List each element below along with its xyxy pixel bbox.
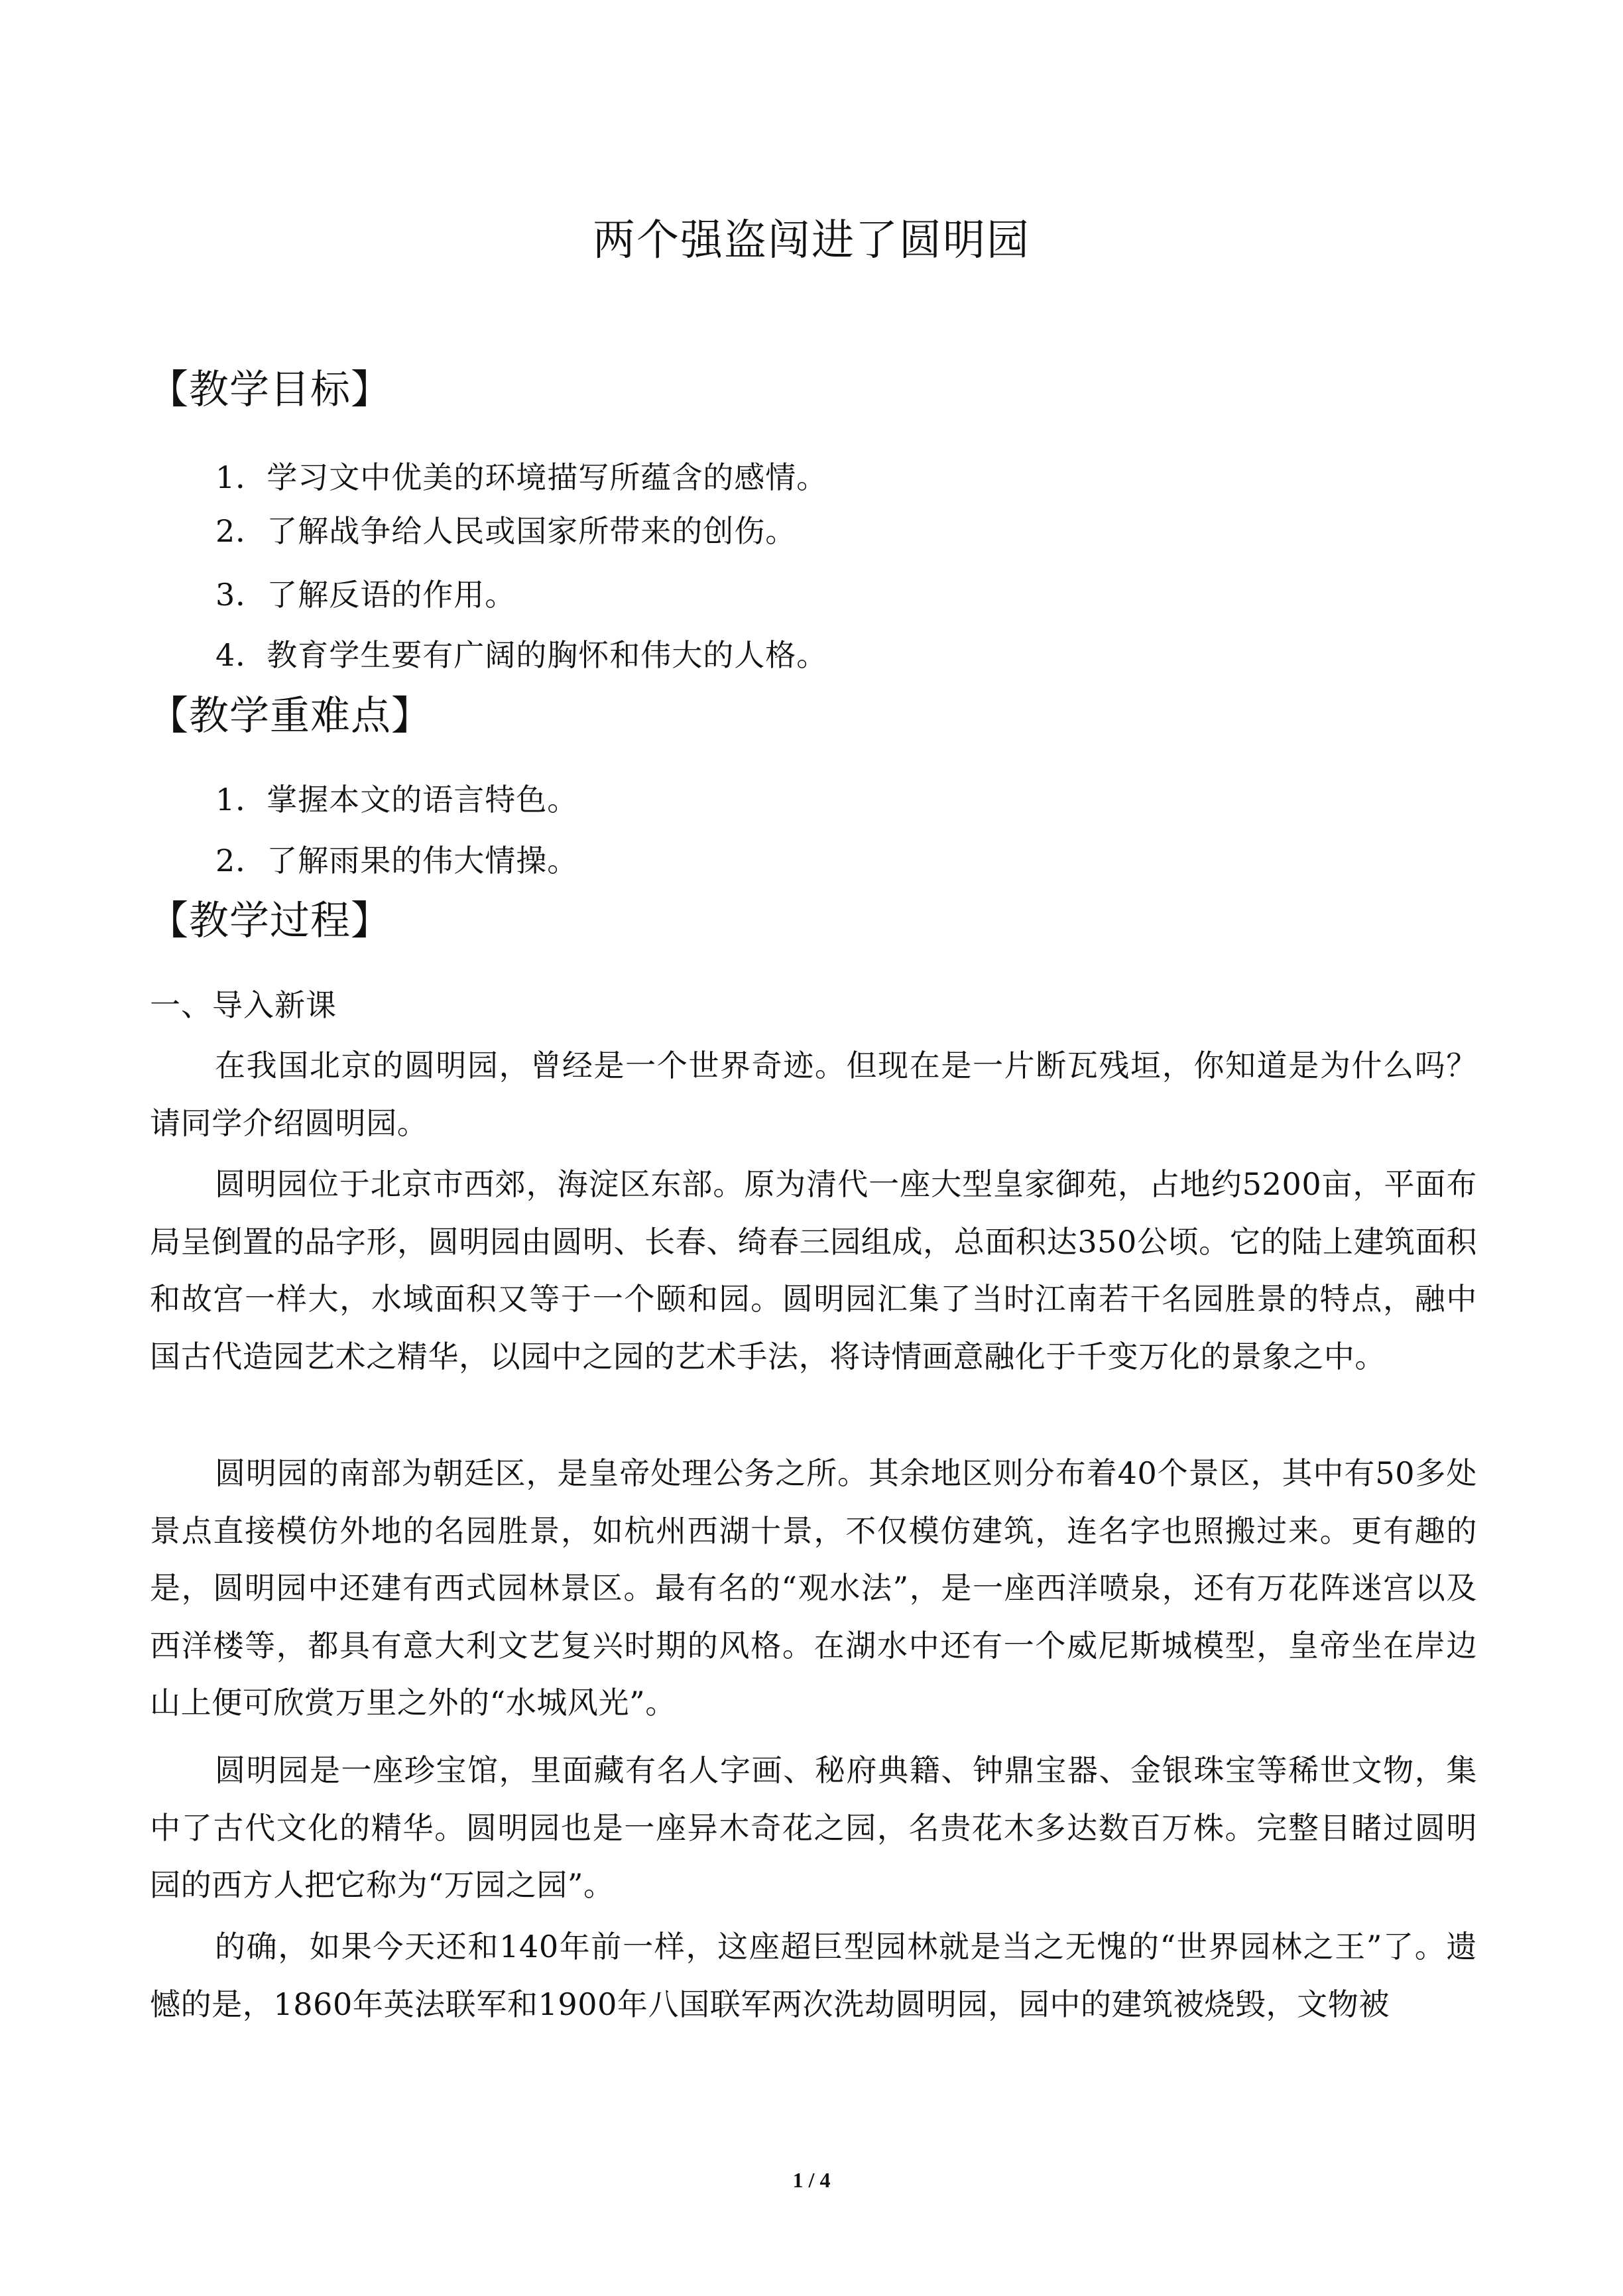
process-subheading: 一、导入新课 xyxy=(150,987,337,1023)
objective-item: 3．了解反语的作用。 xyxy=(215,577,516,613)
body-paragraph: 的确，如果今天还和140年前一样，这座超巨型园林就是当之无愧的“世界园林之王”了。遗憾的是，1860年英法联军和1900年八国联军两次洗劫圆明园，园中的建筑被烧毁，文物被 xyxy=(150,1929,1477,2022)
key-points-heading: 【教学重难点】 xyxy=(149,693,432,739)
objectives-heading: 【教学目标】 xyxy=(149,367,391,413)
objective-item: 2．了解战争给人民或国家所带来的创伤。 xyxy=(215,513,797,549)
key-point-item: 1．掌握本文的语言特色。 xyxy=(215,782,579,817)
body-paragraph: 圆明园位于北京市西郊，海淀区东部。原为清代一座大型皇家御苑，占地约5200亩，平面布局呈倒置的品字形，圆明园由圆明、长春、绮春三园组成，总面积达350公顷。它的陆上建筑面积和故宫一样大，水域面积又等于一个颐和园。圆明园汇集了当时江南若干名园胜景的特点，融中国古代造园艺术之精华，以园中之园的艺术手法，将诗情画意融化于千变万化的景象之中。 xyxy=(150,1166,1477,1374)
process-heading: 【教学过程】 xyxy=(149,898,391,944)
page-number: 1 / 4 xyxy=(792,2168,831,2192)
body-paragraph: 圆明园的南部为朝廷区，是皇帝处理公务之所。其余地区则分布着40个景区，其中有50多处景点直接模仿外地的名园胜景，如杭州西湖十景，不仅模仿建筑，连名字也照搬过来。更有趣的是，圆明园中还建有西式园林景区。最有名的“观水法”，是一座西洋喷泉，还有万花阵迷宫以及西洋楼等，都具有意大利文艺复兴时期的风格。在湖水中还有一个威尼斯城模型，皇帝坐在岸边山上便可欣赏万里之外的“水城风光”。 xyxy=(150,1455,1477,1721)
body-paragraph: 在我国北京的圆明园，曾经是一个世界奇迹。但现在是一片断瓦残垣，你知道是为什么吗？请同学介绍圆明园。 xyxy=(150,1048,1477,1141)
document-title: 两个强盗闯进了圆明园 xyxy=(593,216,1030,265)
objective-item: 1．学习文中优美的环境描写所蕴含的感情。 xyxy=(215,459,828,495)
body-paragraph: 圆明园是一座珍宝馆，里面藏有名人字画、秘府典籍、钟鼎宝器、金银珠宝等稀世文物，集中了古代文化的精华。圆明园也是一座异木奇花之园，名贵花木多达数百万株。完整目睹过圆明园的西方人把它称为“万园之园”。 xyxy=(150,1752,1477,1903)
key-point-item: 2．了解雨果的伟大情操。 xyxy=(215,843,579,878)
objective-item: 4．教育学生要有广阔的胸怀和伟大的人格。 xyxy=(215,637,828,673)
